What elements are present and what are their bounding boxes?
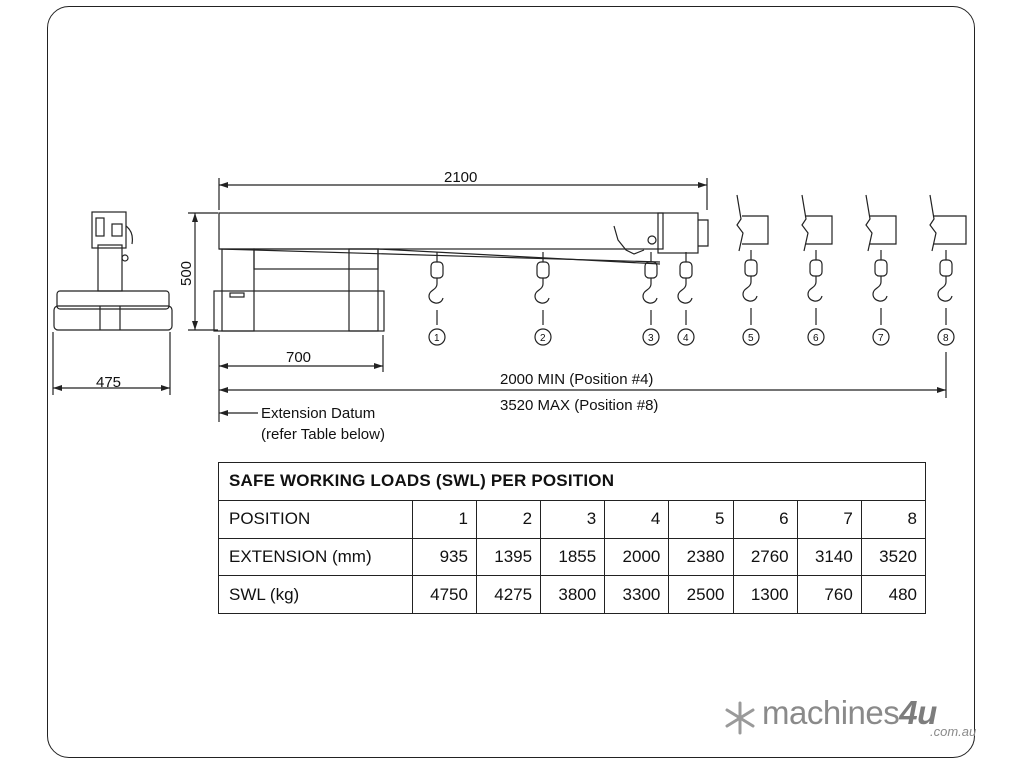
table-cell: 2000 <box>605 538 669 576</box>
hook-part <box>875 260 887 276</box>
row-label: EXTENSION (mm) <box>219 538 413 576</box>
position-number-1: 1 <box>434 333 440 344</box>
table-cell: 3140 <box>797 538 861 576</box>
hook-part <box>680 262 692 278</box>
table-cell: 3520 <box>861 538 925 576</box>
hook-part <box>431 262 443 278</box>
hook-part <box>678 278 692 303</box>
position-number-3: 3 <box>648 333 654 344</box>
hook-group <box>429 250 954 345</box>
table-cell: 2380 <box>669 538 733 576</box>
table-cell: 1300 <box>733 576 797 614</box>
hook-part <box>743 276 757 301</box>
table-cell: 935 <box>412 538 476 576</box>
table-row <box>219 576 926 614</box>
dim-height: 500 <box>178 260 195 286</box>
datum-label-line1: Extension Datum <box>261 405 376 422</box>
table-cell: 2500 <box>669 576 733 614</box>
table-cell: 7 <box>797 500 861 538</box>
position-number-2: 2 <box>540 333 546 344</box>
dim-base-width: 475 <box>96 374 122 391</box>
table-cell: 3800 <box>541 576 605 614</box>
table-title-row <box>219 463 926 501</box>
snowflake-icon <box>722 700 758 736</box>
table-row <box>219 538 926 576</box>
table-cell: 2 <box>476 500 540 538</box>
position-number-5: 5 <box>748 333 754 344</box>
hook-part <box>537 262 549 278</box>
table-cell: 760 <box>797 576 861 614</box>
table-cell: 5 <box>669 500 733 538</box>
brand-name <box>762 694 937 732</box>
swl-table <box>218 462 926 614</box>
hook-part <box>938 276 952 301</box>
position-number-7: 7 <box>878 333 884 344</box>
position-number-4: 4 <box>683 333 689 344</box>
table-cell: 1 <box>412 500 476 538</box>
table-title: SAFE WORKING LOADS (SWL) PER POSITION <box>219 463 926 501</box>
dim-datum-offset: 700 <box>286 349 312 366</box>
dim-min-extension: 2000 MIN (Position #4) <box>500 371 654 388</box>
hook-part <box>810 260 822 276</box>
brand-logo <box>722 694 992 750</box>
hook-part <box>940 260 952 276</box>
dim-top-length: 2100 <box>444 169 478 186</box>
hook-part <box>873 276 887 301</box>
position-number-6: 6 <box>813 333 819 344</box>
table-cell: 1395 <box>476 538 540 576</box>
brand-domain: .com.au <box>930 724 977 739</box>
table-cell: 3300 <box>605 576 669 614</box>
row-label: SWL (kg) <box>219 576 413 614</box>
table-cell: 4275 <box>476 576 540 614</box>
hook-part <box>643 278 657 303</box>
table-cell: 480 <box>861 576 925 614</box>
extension-stubs <box>737 195 966 251</box>
datum-label-line2: (refer Table below) <box>261 426 385 443</box>
hook-part <box>745 260 757 276</box>
table-cell: 3 <box>541 500 605 538</box>
row-label: POSITION <box>219 500 413 538</box>
table-cell: 6 <box>733 500 797 538</box>
table-cell: 8 <box>861 500 925 538</box>
table-cell: 4750 <box>412 576 476 614</box>
table-row <box>219 500 926 538</box>
brand-name-accent: 4u <box>899 694 937 731</box>
table-cell: 4 <box>605 500 669 538</box>
hook-part <box>808 276 822 301</box>
hook-part <box>645 262 657 278</box>
table-cell: 2760 <box>733 538 797 576</box>
side-view-base <box>54 212 172 330</box>
dim-max-extension: 3520 MAX (Position #8) <box>500 397 659 414</box>
position-number-8: 8 <box>943 333 949 344</box>
hook-part <box>535 278 549 303</box>
brand-name-main: machines <box>762 694 900 731</box>
table-cell: 1855 <box>541 538 605 576</box>
hook-part <box>429 278 443 303</box>
jib-beam <box>214 213 708 331</box>
